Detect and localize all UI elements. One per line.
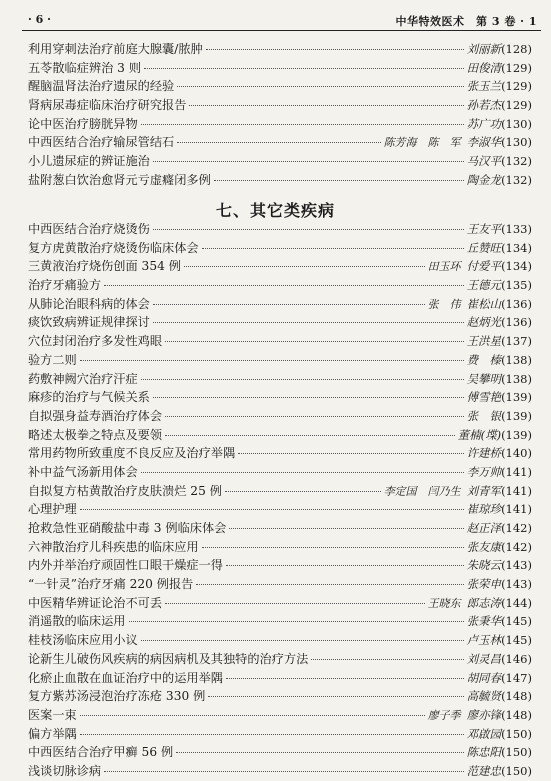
toc-entry[interactable] (28, 40, 532, 59)
entry-page-number: (141) (501, 502, 532, 517)
toc-entry[interactable] (28, 500, 532, 519)
entry-title: 六神散治疗儿科疾患的临床应用 (28, 539, 199, 554)
entry-title: 中医精华辨证论治不可丢 (28, 595, 163, 610)
entry-author: 董楠(堞) (457, 427, 502, 442)
entry-title: 抢救急性亚硝酸盐中毒 3 例临床体会 (28, 521, 227, 535)
toc-entry[interactable] (28, 575, 532, 594)
entry-author: 张 银 (466, 408, 502, 423)
entry-page-number: (148) (501, 689, 532, 704)
dot-leader (104, 284, 463, 286)
entry-title: 内外并举治疗顽固性口眼干燥症一得 (28, 558, 223, 573)
entry-page-number: (143) (501, 577, 532, 592)
entry-author: 李万帅 (466, 464, 502, 479)
entry-title: 浅谈切脉诊病 (28, 763, 102, 778)
dot-leader (311, 658, 463, 660)
toc-entry[interactable] (28, 444, 532, 463)
entry-author: 郎志涛 (466, 595, 502, 610)
toc-entry[interactable] (28, 370, 532, 389)
dot-leader (141, 123, 464, 125)
entry-page-number: (147) (501, 670, 532, 685)
entry-coauthor: 李定国 闫乃生 (383, 484, 461, 498)
toc-entry[interactable] (28, 115, 532, 134)
toc-entry[interactable] (28, 133, 532, 152)
journal-issue: 中华特效医术 第 3 卷 · 1 (395, 15, 537, 28)
entry-author: 孙若杰 (466, 98, 502, 113)
toc-entry[interactable] (28, 725, 532, 744)
entry-title: 五苓散临症辨治 3 则 (28, 60, 142, 75)
entry-title: 医案一束 (28, 707, 77, 722)
dot-leader (184, 265, 425, 267)
dot-leader (153, 303, 425, 305)
entry-author: 陶金龙 (466, 172, 502, 187)
entry-coauthor: 廖子季 (427, 708, 461, 722)
entry-author: 王友平 (466, 222, 502, 236)
entry-page-number: (133) (501, 222, 532, 236)
toc-entry[interactable] (28, 538, 532, 557)
entry-page-number: (139) (501, 427, 532, 442)
toc-entry[interactable] (28, 59, 532, 78)
entry-author: 付爱平 (466, 259, 502, 274)
entry-title: 化瘀止血散在血证治疗中的运用举隅 (28, 670, 223, 685)
entry-title: “一针灵”治疗牙痛 220 例报告 (28, 577, 194, 592)
entry-title: 复方虎黄散治疗烧烫伤临床体会 (28, 240, 199, 255)
entry-coauthor: 张 伟 (427, 297, 461, 311)
toc-entry[interactable] (28, 556, 532, 575)
entry-title: 肾病尿毒症临床治疗研究报告 (28, 98, 187, 113)
toc-entry[interactable] (28, 743, 532, 762)
dot-leader (202, 247, 464, 249)
dot-leader (208, 695, 463, 697)
entry-author: 胡同春 (466, 670, 502, 685)
entry-page-number: (146) (501, 651, 532, 666)
entry-title: 桂枝汤临床应用小议 (28, 633, 138, 648)
toc-entry[interactable] (28, 612, 532, 631)
entry-page-number: (142) (501, 539, 532, 554)
dot-leader (238, 452, 463, 454)
toc-entry[interactable] (28, 669, 532, 688)
entry-page-number: (150) (501, 763, 532, 778)
entry-page-number: (139) (501, 408, 532, 423)
dot-leader (176, 751, 463, 753)
toc-list-other-diseases (28, 220, 532, 781)
entry-title: 治疗牙痛验方 (28, 278, 102, 293)
entry-author: 刘丽新 (466, 42, 502, 56)
toc-entry[interactable] (28, 257, 532, 276)
entry-page-number: (132) (501, 172, 532, 187)
entry-title: 验方二则 (28, 352, 77, 367)
entry-page-number: (134) (501, 240, 532, 255)
entry-title: 中西医结合治疗烧烫伤 (28, 222, 150, 236)
dot-leader (165, 602, 425, 604)
entry-page-number: (136) (501, 296, 532, 311)
entry-title: 醒脑温肾法治疗遗尿的经验 (28, 79, 175, 94)
dot-leader (189, 104, 463, 106)
entry-author: 崔松山 (466, 296, 502, 311)
entry-title: 中西医结合治疗输尿管结石 (28, 135, 175, 150)
entry-coauthor: 陈芳海 陈 军 (383, 136, 461, 150)
entry-page-number: (130) (501, 116, 532, 131)
dot-leader (153, 321, 464, 323)
entry-title: 穴位封闭治疗多发性鸡眼 (28, 334, 163, 349)
toc-entry[interactable] (28, 407, 532, 426)
dot-leader (165, 340, 464, 342)
entry-author: 吴攀明 (466, 371, 502, 386)
entry-page-number: (129) (501, 79, 532, 94)
entry-page-number: (139) (501, 390, 532, 405)
toc-entry[interactable] (28, 631, 532, 650)
toc-entry[interactable] (28, 519, 532, 538)
entry-page-number: (143) (501, 558, 532, 573)
entry-author: 李淑华 (466, 135, 502, 150)
entry-author: 刘灵昌 (466, 651, 502, 666)
entry-author: 张秉华 (466, 614, 502, 629)
dot-leader (196, 583, 463, 585)
entry-title: 药敷神阙穴治疗汗症 (28, 371, 138, 386)
entry-author: 范建忠 (466, 763, 502, 778)
entry-title: 利用穿刺法治疗前庭大腺囊/脓肿 (28, 42, 203, 56)
page-header (22, 10, 541, 31)
entry-page-number: (144) (501, 595, 532, 610)
dot-leader (177, 141, 380, 143)
toc-entry[interactable] (28, 463, 532, 482)
toc-entry[interactable] (28, 706, 532, 725)
toc-entry[interactable] (28, 276, 532, 295)
toc-entry[interactable] (28, 152, 532, 171)
entry-author: 王洪星 (466, 334, 502, 349)
entry-author: 高毓贤 (466, 689, 502, 704)
entry-title: 痰饮致病辨证规律探讨 (28, 315, 150, 330)
entry-page-number: (129) (501, 60, 532, 75)
entry-author: 王德元 (466, 278, 502, 293)
entry-page-number: (130) (501, 135, 532, 150)
entry-author: 张玉兰 (466, 79, 502, 94)
dot-leader (226, 564, 464, 566)
entry-page-number: (150) (501, 745, 532, 760)
dot-leader (129, 620, 464, 622)
entry-title: 盐附葱白饮治愈肾元亏虚癃闭多例 (28, 172, 211, 187)
toc-list-urology (28, 40, 532, 190)
page-number: · 6 · (28, 13, 51, 26)
entry-author: 朱晓云 (466, 558, 502, 573)
entry-page-number: (142) (501, 521, 532, 535)
dot-leader (153, 228, 464, 230)
toc-entry[interactable] (28, 313, 532, 332)
dot-leader (165, 415, 464, 417)
toc-entry[interactable] (28, 482, 532, 501)
entry-title: 论新生儿破伤风疾病的病因病机及其独特的治疗方法 (28, 651, 309, 666)
entry-author: 赵炳光 (466, 315, 502, 330)
entry-author: 崔琼珍 (466, 502, 502, 517)
dot-leader (80, 733, 464, 735)
entry-author: 廖亦锋 (466, 707, 502, 722)
toc-entry[interactable] (28, 171, 532, 190)
entry-author: 许建桥 (466, 446, 502, 461)
dot-leader (141, 471, 464, 473)
dot-leader (153, 396, 464, 398)
entry-author: 张荣申 (466, 577, 502, 592)
toc-entry[interactable] (28, 96, 532, 115)
toc-entry[interactable] (28, 388, 532, 407)
dot-leader (214, 179, 464, 181)
entry-page-number: (138) (501, 371, 532, 386)
toc-entry[interactable] (28, 687, 532, 706)
toc-entry[interactable] (28, 426, 532, 445)
entry-page-number: (134) (501, 259, 532, 274)
entry-author: 丘赞旺 (466, 240, 502, 255)
dot-leader (153, 160, 464, 162)
toc-entry[interactable] (28, 594, 532, 613)
toc-entry[interactable] (28, 650, 532, 669)
entry-title: 偏方举隅 (28, 726, 77, 741)
entry-coauthor: 王晓东 (427, 596, 461, 610)
toc-entry[interactable] (28, 351, 532, 370)
entry-author: 陈忠阳 (466, 745, 502, 760)
dot-leader (225, 490, 381, 492)
toc-entry[interactable] (28, 220, 532, 239)
entry-author: 傅雪艳 (466, 390, 502, 405)
entry-title: 三黄液治疗烧伤创面 354 例 (28, 259, 181, 274)
dot-leader (226, 677, 464, 679)
entry-author: 费 榛 (466, 352, 502, 367)
entry-author: 刘青军 (466, 483, 502, 498)
dot-leader (165, 434, 455, 436)
entry-page-number: (150) (501, 726, 532, 741)
dot-leader (80, 359, 464, 361)
entry-author: 卢玉林 (466, 633, 502, 648)
dot-leader (104, 770, 463, 772)
entry-page-number: (129) (501, 98, 532, 113)
entry-page-number: (135) (501, 278, 532, 293)
entry-coauthor: 田玉环 (427, 260, 461, 274)
entry-page-number: (128) (501, 42, 532, 56)
entry-page-number: (138) (501, 352, 532, 367)
entry-author: 赵正泽 (466, 521, 502, 535)
dot-leader (80, 508, 464, 510)
entry-title: 略述太极拳之特点及要领 (28, 427, 163, 442)
entry-title: 自拟复方枯黄散治疗皮肤溃烂 25 例 (28, 483, 222, 498)
dot-leader (177, 85, 463, 87)
entry-title: 小儿遗尿症的辨证施治 (28, 154, 150, 169)
dot-leader (144, 67, 464, 69)
entry-author: 田俊清 (466, 60, 502, 75)
entry-page-number: (141) (501, 464, 532, 479)
dot-leader (229, 527, 463, 529)
entry-title: 论中医治疗膀胱异物 (28, 116, 138, 131)
entry-author: 张友康 (466, 539, 502, 554)
dot-leader (80, 714, 425, 716)
entry-title: 从肺论治眼科病的体会 (28, 296, 150, 311)
entry-title: 麻疹的治疗与气候关系 (28, 390, 150, 405)
entry-title: 复方紫苏汤浸泡治疗冻疮 330 例 (28, 689, 206, 704)
toc-entry[interactable] (28, 762, 532, 781)
entry-page-number: (141) (501, 483, 532, 498)
entry-title: 自拟强身益寿酒治疗体会 (28, 408, 163, 423)
entry-author: 邓啟园 (466, 726, 502, 741)
entry-title: 补中益气汤新用体会 (28, 464, 138, 479)
entry-page-number: (132) (501, 154, 532, 169)
entry-page-number: (137) (501, 334, 532, 349)
toc-entry[interactable] (28, 332, 532, 351)
entry-page-number: (148) (501, 707, 532, 722)
section-title: 七、其它类疾病 (215, 201, 335, 220)
entry-title: 心理护理 (28, 502, 77, 517)
entry-page-number: (145) (501, 633, 532, 648)
toc-entry[interactable] (28, 295, 532, 314)
entry-page-number: (140) (501, 446, 532, 461)
toc-entry[interactable] (28, 77, 532, 96)
entry-page-number: (136) (501, 315, 532, 330)
dot-leader (202, 546, 464, 548)
entry-page-number: (145) (501, 614, 532, 629)
dot-leader (141, 639, 464, 641)
entry-title: 中西医结合治疗甲癣 56 例 (28, 745, 174, 760)
entry-title: 常用药物所致重度不良反应及治疗举隅 (28, 446, 236, 461)
entry-author: 马汉平 (466, 154, 502, 169)
toc-entry[interactable] (28, 239, 532, 258)
dot-leader (141, 378, 464, 380)
entry-title: 消遥散的临床运用 (28, 614, 126, 629)
entry-author: 苏广功 (466, 116, 502, 131)
dot-leader (206, 48, 464, 50)
